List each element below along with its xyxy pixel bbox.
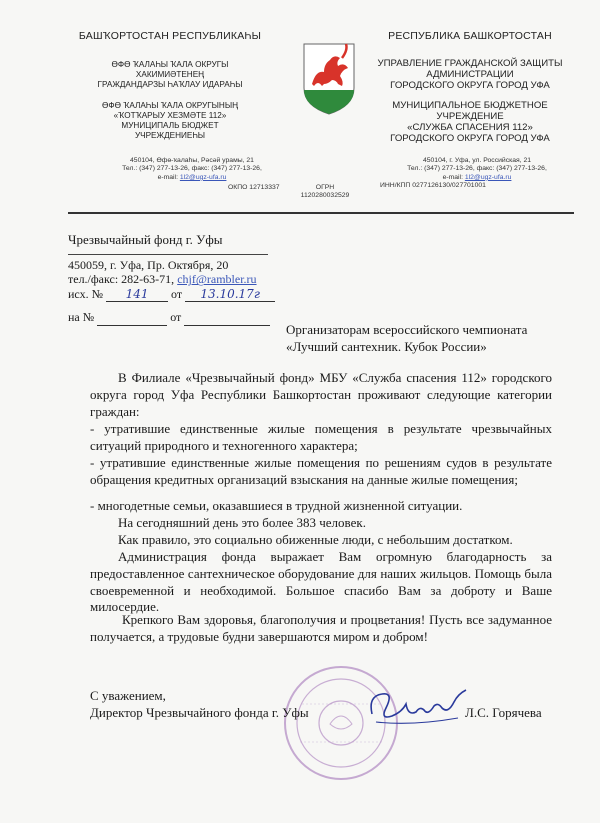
outgoing-number: 141 [125,286,149,301]
header-right-contacts [372,157,582,191]
incoming-number-field [97,310,167,326]
header-left-phone: Тел.: (347) 277-13-26, факс: (347) 277-13-26, [122,165,262,173]
closing-block [90,688,309,721]
outgoing-number-field [106,287,168,302]
director-signature [362,676,472,732]
outgoing-number-line: исх. № 141 от 13.10.17г [68,287,275,302]
closing-position: Директор Чрезвычайного фонда г. Уфы [90,704,309,720]
addressee: Организаторам всероссийского чемпионата «Лучший сантехник. Кубок России» [286,322,528,354]
incoming-number-line: на № от [68,310,270,326]
header-center-ogrn: ОГРН 1120280032529 [300,184,350,199]
outgoing-date-field [185,287,275,302]
sender-block [68,258,275,302]
closing-regards: С уважением, [90,688,166,703]
signatory-name: Л.С. Горячева [465,705,542,720]
sender-address: 450059, г. Уфа, Пр. Октября, 20 [68,258,229,272]
body-item-1: - утратившие единственные жилые помещения в результате чрезвычайных ситуаций природного и техногенного характера; [90,421,552,453]
body-intro: В Филиале «Чрезвычайный фонд» МБУ «Служба спасения 112» городского округа город Уфа Республики Башкортостан проживают следующие категории граждан: [90,370,552,419]
header-left-email-link[interactable]: 1l2@ugz-ufa.ru [179,173,227,181]
header-right-org2: МУНИЦИПАЛЬНОЕ БЮДЖЕТНОЕ УЧРЕЖДЕНИЕ «СЛУЖБА СПАСЕНИЯ 112» ГОРОДСКОГО ОКРУГА ГОРОД УФА [390,100,550,144]
outgoing-date: 13.10.17г [200,286,260,301]
ufa-coat-of-arms [300,40,358,116]
header-left-org1: ӨФӨ ҠАЛАҺЫ ҠАЛА ОКРУГЫ ХАКИМИӘТЕНЕҢ ГРАЖДАНДАРЗЫ ҺАҠЛАУ ИДАРАҺЫ [97,60,243,89]
header-right-address: 450104, г. Уфа, ул. Российская, 21 [422,157,532,164]
body-item-3: - многодетные семьи, оказавшиеся в трудной жизненной ситуации. [90,498,463,513]
header-right-email: e-mail: 1l2@ugz-ufa.ru [442,173,512,181]
header-right-email-link[interactable]: 1l2@ugz-ufa.ru [464,173,512,181]
header-left-contacts [92,157,292,182]
header-right-phone: Тел.: (347) 277-13-26, факс: (347) 277-13-26, [407,165,547,173]
sender-email-link[interactable]: chjf@rambler.ru [177,272,257,287]
body-note: Как правило, это социально обиженные люди, с небольшим достатком. [118,532,513,547]
header-left-title: БАШҠОРТОСТАН РЕСПУБЛИКАҺЫ [78,30,262,42]
header-divider [68,212,574,214]
sender-divider [68,254,268,255]
header-left-address: 450104, Өфө-ҡалаһы, Рәсәй урамы, 21 [130,157,254,164]
emblem-icon [300,40,358,116]
header-right-inn: ИНН/КПП 0277126130/027701001 [380,182,486,190]
header-left [60,30,280,141]
sender-name: Чрезвычайный фонд г. Уфы [68,232,223,247]
header-left-okpo: ОКПО 12713337 [228,184,280,191]
header-left-email: e-mail: 1l2@ugz-ufa.ru [157,173,227,181]
incoming-date-field [184,310,270,326]
body-item-2: - утратившие единственные жилые помещения по решениям судов в результате обращения кредитных организаций взыскания на данные жилые помещения; [90,455,552,487]
header-right-title: РЕСПУБЛИКА БАШКОРТОСТАН [388,30,552,42]
header-right-org1: УПРАВЛЕНИЕ ГРАЖДАНСКОЙ ЗАЩИТЫ АДМИНИСТРАЦИИ ГОРОДСКОГО ОКРУГА ГОРОД УФА [377,58,563,91]
sender-phone: тел./факс: 282-63-71, chjf@rambler.ru [68,272,257,287]
body-count: На сегодняшний день это более 383 человек. [118,515,366,530]
header-right [360,30,580,144]
header-left-org2: ӨФӨ ҠАЛАҺЫ ҠАЛА ОКРУГЫНЫҢ «ҠОТҠАРЫУ ХЕЗМӘТЕ 112» МУНИЦИПАЛЬ БЮДЖЕТ УЧРЕЖДЕНИЕҺЫ [102,101,238,140]
body-thanks: Администрация фонда выражает Вам огромную благодарность за предоставленное сантехническое оборудование для наших жильцов. Помощь была своевременной и необходимой. Большое спасибо Вам за доброту и Ваше милосердие. [90,549,552,615]
body-wishes: Крепкого Вам здоровья, благополучия и процветания! Пусть все задуманное получается, а трудовые будни завершаются миром и добром! [90,612,552,644]
